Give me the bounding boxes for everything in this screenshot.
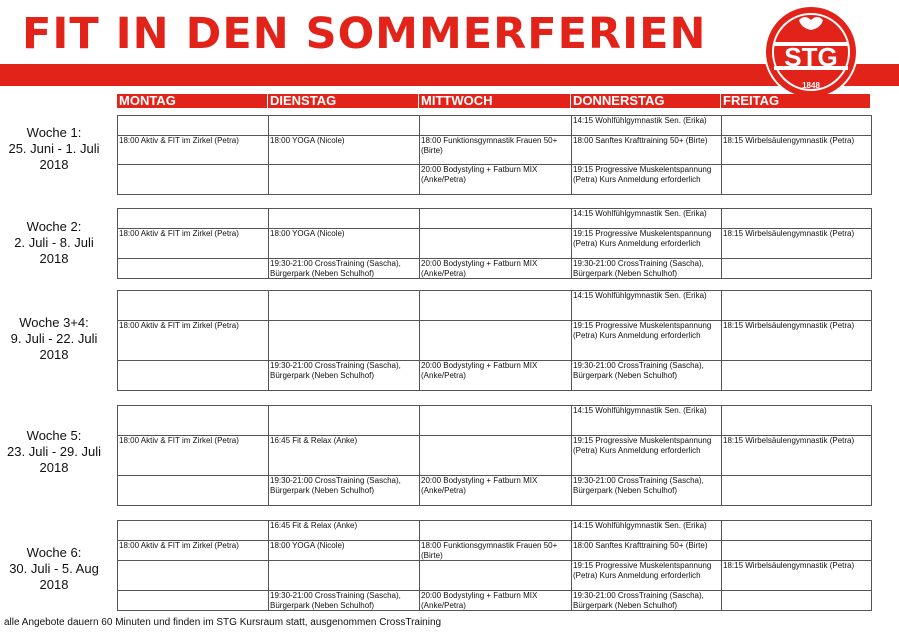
class-cell: 14:15 Wohlfühlgymnastik Sen. (Erika) bbox=[572, 406, 722, 436]
class-cell: 20:00 Bodystyling + Fatburn MIX (Anke/Petra) bbox=[420, 165, 572, 195]
class-cell: 18:15 Wirbelsäulengymnastik (Petra) bbox=[722, 561, 872, 591]
class-cell: 20:00 Bodystyling + Fatburn MIX (Anke/Petra) bbox=[420, 591, 572, 611]
week-label-line: Woche 5: bbox=[26, 428, 82, 443]
week-table bbox=[117, 520, 872, 611]
class-cell: 18:00 Aktiv & FIT im Zirkel (Petra) bbox=[118, 541, 269, 561]
class-cell: 19:30-21:00 CrossTraining (Sascha), Bürgerpark (Neben Schulhof) bbox=[269, 476, 420, 506]
class-cell: 18:00 Aktiv & FIT im Zirkel (Petra) bbox=[118, 436, 269, 476]
class-cell: 18:15 Wirbelsäulengymnastik (Petra) bbox=[722, 229, 872, 259]
day-header-tuesday: DIENSTAG bbox=[268, 94, 419, 108]
table-row bbox=[118, 291, 872, 321]
class-cell: 20:00 Bodystyling + Fatburn MIX (Anke/Petra) bbox=[420, 259, 572, 279]
class-cell: 16:45 Fit & Relax (Anke) bbox=[269, 521, 420, 541]
class-cell: 14:15 Wohlfühlgymnastik Sen. (Erika) bbox=[572, 116, 722, 136]
class-cell bbox=[722, 521, 872, 541]
class-cell: 14:15 Wohlfühlgymnastik Sen. (Erika) bbox=[572, 209, 722, 229]
class-cell: 19:30-21:00 CrossTraining (Sascha), Bürgerpark (Neben Schulhof) bbox=[572, 259, 722, 279]
class-cell: 19:30-21:00 CrossTraining (Sascha), Bürgerpark (Neben Schulhof) bbox=[572, 361, 722, 391]
class-cell bbox=[420, 229, 572, 259]
class-cell bbox=[420, 406, 572, 436]
table-row bbox=[118, 259, 872, 279]
week-label-line: 25. Juni - 1. Juli bbox=[8, 141, 100, 156]
day-header-monday: MONTAG bbox=[117, 94, 268, 108]
class-cell: 20:00 Bodystyling + Fatburn MIX (Anke/Petra) bbox=[420, 476, 572, 506]
class-cell: 18:15 Wirbelsäulengymnastik (Petra) bbox=[722, 321, 872, 361]
table-row bbox=[118, 116, 872, 136]
class-cell bbox=[118, 291, 269, 321]
class-cell: 18:15 Wirbelsäulengymnastik (Petra) bbox=[722, 436, 872, 476]
class-cell bbox=[118, 116, 269, 136]
class-cell: 19:15 Progressive Muskelentspannung (Petra) Kurs Anmeldung erforderlich bbox=[572, 436, 722, 476]
week-label-line: Woche 1: bbox=[26, 125, 82, 140]
class-cell bbox=[118, 521, 269, 541]
class-cell bbox=[118, 561, 269, 591]
class-cell bbox=[118, 209, 269, 229]
logo-year: 1848 bbox=[802, 81, 820, 90]
table-row bbox=[118, 591, 872, 611]
table-row bbox=[118, 406, 872, 436]
class-cell bbox=[420, 436, 572, 476]
logo-text: STG bbox=[784, 42, 838, 72]
class-cell: 18:00 YOGA (Nicole) bbox=[269, 541, 420, 561]
day-header-friday: FREITAG bbox=[721, 94, 871, 108]
week-label bbox=[0, 315, 108, 363]
week-label-line: 2018 bbox=[39, 157, 69, 172]
class-cell: 18:15 Wirbelsäulengymnastik (Petra) bbox=[722, 136, 872, 165]
class-cell: 19:30-21:00 CrossTraining (Sascha), Bürgerpark (Neben Schulhof) bbox=[269, 591, 420, 611]
table-row bbox=[118, 209, 872, 229]
week-label-line: 23. Juli - 29. Juli bbox=[7, 444, 101, 459]
table-row bbox=[118, 321, 872, 361]
table-row bbox=[118, 361, 872, 391]
class-cell bbox=[722, 406, 872, 436]
week-label bbox=[0, 125, 108, 173]
week-label-line: 9. Juli - 22. Juli bbox=[10, 331, 98, 346]
class-cell bbox=[722, 476, 872, 506]
week-label bbox=[0, 545, 108, 593]
class-cell bbox=[722, 165, 872, 195]
class-cell bbox=[722, 541, 872, 561]
class-cell bbox=[118, 259, 269, 279]
class-cell: 19:30-21:00 CrossTraining (Sascha), Bürgerpark (Neben Schulhof) bbox=[572, 591, 722, 611]
class-cell: 18:00 Aktiv & FIT im Zirkel (Petra) bbox=[118, 229, 269, 259]
week-label-line: Woche 3+4: bbox=[19, 315, 89, 330]
class-cell bbox=[722, 209, 872, 229]
class-cell bbox=[722, 291, 872, 321]
week-label-line: 30. Juli - 5. Aug bbox=[9, 561, 99, 576]
table-row bbox=[118, 436, 872, 476]
class-cell: 18:00 YOGA (Nicole) bbox=[269, 136, 420, 165]
class-cell bbox=[722, 591, 872, 611]
class-cell bbox=[269, 406, 420, 436]
day-header-wednesday: MITTWOCH bbox=[419, 94, 571, 108]
week-label bbox=[0, 219, 108, 267]
week-label-line: Woche 6: bbox=[26, 545, 82, 560]
class-cell: 19:30-21:00 CrossTraining (Sascha), Bürgerpark (Neben Schulhof) bbox=[269, 361, 420, 391]
class-cell bbox=[118, 591, 269, 611]
class-cell: 18:00 YOGA (Nicole) bbox=[269, 229, 420, 259]
class-cell bbox=[269, 165, 420, 195]
class-cell: 14:15 Wohlfühlgymnastik Sen. (Erika) bbox=[572, 521, 722, 541]
class-cell: 19:30-21:00 CrossTraining (Sascha), Bürgerpark (Neben Schulhof) bbox=[269, 259, 420, 279]
class-cell: 19:15 Progressive Muskelentspannung (Petra) Kurs Anmeldung erforderlich bbox=[572, 165, 722, 195]
class-cell bbox=[269, 321, 420, 361]
week-label-line: 2018 bbox=[39, 347, 69, 362]
class-cell bbox=[420, 561, 572, 591]
table-row bbox=[118, 476, 872, 506]
class-cell bbox=[420, 116, 572, 136]
class-cell: 19:15 Progressive Muskelentspannung (Petra) Kurs Anmeldung erforderlich bbox=[572, 229, 722, 259]
table-row bbox=[118, 541, 872, 561]
class-cell: 18:00 Aktiv & FIT im Zirkel (Petra) bbox=[118, 136, 269, 165]
class-cell bbox=[722, 259, 872, 279]
class-cell: 18:00 Funktionsgymnastik Frauen 50+ (Birte) bbox=[420, 541, 572, 561]
class-cell: 18:00 Funktionsgymnastik Frauen 50+ (Birte) bbox=[420, 136, 572, 165]
week-table bbox=[117, 208, 872, 279]
footnote: alle Angebote dauern 60 Minuten und finden im STG Kursraum statt, ausgenommen CrossTraining bbox=[4, 617, 442, 628]
class-cell: 19:15 Progressive Muskelentspannung (Petra) Kurs Anmeldung erforderlich bbox=[572, 321, 722, 361]
week-label-line: 2018 bbox=[39, 251, 69, 266]
week-label-line: Woche 2: bbox=[26, 219, 82, 234]
week-table bbox=[117, 405, 872, 506]
week-table bbox=[117, 290, 872, 391]
class-cell: 18:00 Aktiv & FIT im Zirkel (Petra) bbox=[118, 321, 269, 361]
class-cell bbox=[269, 116, 420, 136]
class-cell bbox=[420, 321, 572, 361]
table-row bbox=[118, 561, 872, 591]
class-cell bbox=[269, 209, 420, 229]
week-label-line: 2018 bbox=[39, 577, 69, 592]
class-cell: 19:15 Progressive Muskelentspannung (Petra) Kurs Anmeldung erforderlich bbox=[572, 561, 722, 591]
day-header-thursday: DONNERSTAG bbox=[571, 94, 721, 108]
week-table bbox=[117, 115, 872, 195]
table-row bbox=[118, 136, 872, 165]
week-label-line: 2018 bbox=[39, 460, 69, 475]
class-cell bbox=[118, 165, 269, 195]
class-cell: 18:00 Sanftes Krafttraining 50+ (Birte) bbox=[572, 541, 722, 561]
stg-logo bbox=[752, 4, 870, 100]
page-title: FIT IN DEN SOMMERFERIEN bbox=[22, 9, 707, 59]
class-cell bbox=[420, 209, 572, 229]
class-cell bbox=[722, 116, 872, 136]
class-cell bbox=[118, 406, 269, 436]
week-label bbox=[0, 428, 108, 476]
class-cell bbox=[269, 291, 420, 321]
class-cell bbox=[269, 561, 420, 591]
class-cell bbox=[420, 521, 572, 541]
table-row bbox=[118, 229, 872, 259]
class-cell: 19:30-21:00 CrossTraining (Sascha), Bürgerpark (Neben Schulhof) bbox=[572, 476, 722, 506]
class-cell bbox=[420, 291, 572, 321]
table-row bbox=[118, 521, 872, 541]
class-cell bbox=[118, 361, 269, 391]
class-cell: 20:00 Bodystyling + Fatburn MIX (Anke/Petra) bbox=[420, 361, 572, 391]
class-cell: 18:00 Sanftes Krafttraining 50+ (Birte) bbox=[572, 136, 722, 165]
table-row bbox=[118, 165, 872, 195]
class-cell: 16:45 Fit & Relax (Anke) bbox=[269, 436, 420, 476]
class-cell bbox=[118, 476, 269, 506]
week-label-line: 2. Juli - 8. Juli bbox=[14, 235, 94, 250]
class-cell bbox=[722, 361, 872, 391]
class-cell: 14:15 Wohlfühlgymnastik Sen. (Erika) bbox=[572, 291, 722, 321]
